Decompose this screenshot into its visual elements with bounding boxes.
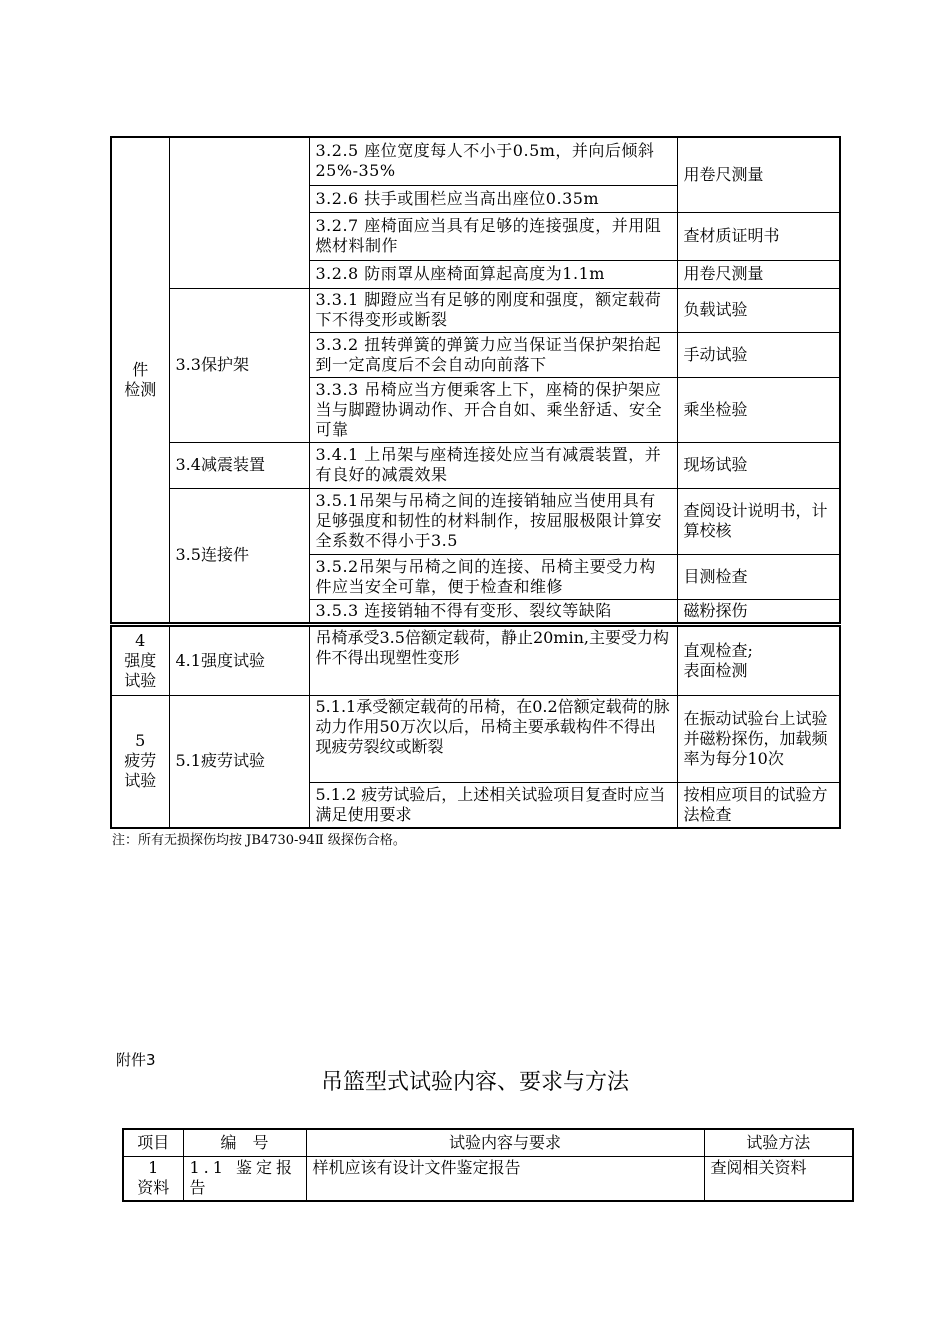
basket-test-table — [122, 1128, 854, 1202]
section-cell-fatigue-test: 5.1疲劳试验 — [169, 695, 309, 828]
table-row — [111, 442, 840, 488]
requirement-cell: 3.2.6 扶手或围栏应当高出座位0.35m — [309, 185, 677, 212]
table-row — [123, 1156, 853, 1201]
method-cell: 目测检查 — [677, 554, 840, 599]
requirement-cell: 样机应该有设计文件鉴定报告 — [306, 1156, 704, 1201]
requirement-cell: 5.1.1承受额定载荷的吊椅，在0.2倍额定载荷的脉动力作用50万次以后，吊椅主要承载构件不得出现疲劳裂纹或断裂 — [309, 695, 677, 782]
table-row — [111, 695, 840, 782]
group-cell-fatigue: 5 疲劳 试验 — [111, 695, 169, 828]
header-item: 项目 — [123, 1129, 183, 1156]
method-cell: 磁粉探伤 — [677, 599, 840, 623]
item-cell: 1 资料 — [123, 1156, 183, 1201]
table-row — [111, 626, 840, 695]
requirement-cell: 5.1.2 疲劳试验后，上述相关试验项目复查时应当满足使用要求 — [309, 782, 677, 828]
header-method: 试验方法 — [704, 1129, 853, 1156]
table-header-row — [123, 1129, 853, 1156]
section-cell-protective-frame: 3.3保护架 — [169, 288, 309, 442]
method-cell: 查阅设计说明书，计算校核 — [677, 488, 840, 554]
table-row — [111, 137, 840, 185]
method-cell: 在振动试验台上试验并磁粉探伤，加载频率为每分10次 — [677, 695, 840, 782]
section-cell-connector: 3.5连接件 — [169, 488, 309, 623]
section-cell-strength-test: 4.1强度试验 — [169, 626, 309, 695]
header-content: 试验内容与要求 — [306, 1129, 704, 1156]
requirement-cell: 3.2.8 防雨罩从座椅面算起高度为1.1m — [309, 260, 677, 288]
group-cell-part-inspection: 件 检测 — [111, 137, 169, 623]
group-cell-strength: 4 强度 试验 — [111, 626, 169, 695]
inspection-table-continued — [110, 625, 841, 829]
table-row — [111, 288, 840, 332]
method-cell: 查材质证明书 — [677, 212, 840, 260]
requirement-cell: 3.2.5 座位宽度每人不小于0.5m，并向后倾斜25%-35% — [309, 137, 677, 185]
requirement-cell: 3.5.2吊架与吊椅之间的连接、吊椅主要受力构件应当安全可靠，便于检查和维修 — [309, 554, 677, 599]
requirement-cell: 3.3.3 吊椅应当方便乘客上下，座椅的保护架应当与脚蹬协调动作、开合自如、乘坐舒适、安全可靠 — [309, 377, 677, 442]
method-cell: 用卷尺测量 — [677, 260, 840, 288]
requirement-cell: 3.5.3 连接销轴不得有变形、裂纹等缺陷 — [309, 599, 677, 623]
method-cell: 查阅相关资料 — [704, 1156, 853, 1201]
method-cell: 按相应项目的试验方法检查 — [677, 782, 840, 828]
page-title: 吊篮型式试验内容、要求与方法 — [320, 1070, 629, 1095]
method-cell: 用卷尺测量 — [677, 137, 840, 212]
annex-label: 附件3 — [116, 1051, 156, 1069]
method-cell: 手动试验 — [677, 332, 840, 377]
method-cell: 现场试验 — [677, 442, 840, 488]
requirement-cell: 吊椅承受3.5倍额定载荷，静止20min,主要受力构件不得出现塑性变形 — [309, 626, 677, 695]
method-cell: 直观检查; 表面检测 — [677, 626, 840, 695]
requirement-cell: 3.2.7 座椅面应当具有足够的连接强度，并用阻燃材料制作 — [309, 212, 677, 260]
method-cell: 乘坐检验 — [677, 377, 840, 442]
table-row — [111, 488, 840, 554]
requirement-cell: 3.5.1吊架与吊椅之间的连接销轴应当使用具有足够强度和韧性的材料制作，按屈服极限计算安全系数不得小于3.5 — [309, 488, 677, 554]
method-cell: 负载试验 — [677, 288, 840, 332]
table-note: 注：所有无损探伤均按 JB4730-94Ⅱ 级探伤合格。 — [112, 833, 406, 848]
requirement-cell: 3.3.1 脚蹬应当有足够的刚度和强度，额定载荷下不得变形或断裂 — [309, 288, 677, 332]
inspection-table — [110, 136, 841, 624]
section-cell-damper: 3.4减震装置 — [169, 442, 309, 488]
requirement-cell: 3.4.1 上吊架与座椅连接处应当有减震装置，并有良好的减震效果 — [309, 442, 677, 488]
header-code: 编 号 — [183, 1129, 306, 1156]
section-cell-blank — [169, 137, 309, 288]
requirement-cell: 3.3.2 扭转弹簧的弹簧力应当保证当保护架抬起到一定高度后不会自动向前落下 — [309, 332, 677, 377]
code-cell: 1.1 鉴定报告 — [183, 1156, 306, 1201]
